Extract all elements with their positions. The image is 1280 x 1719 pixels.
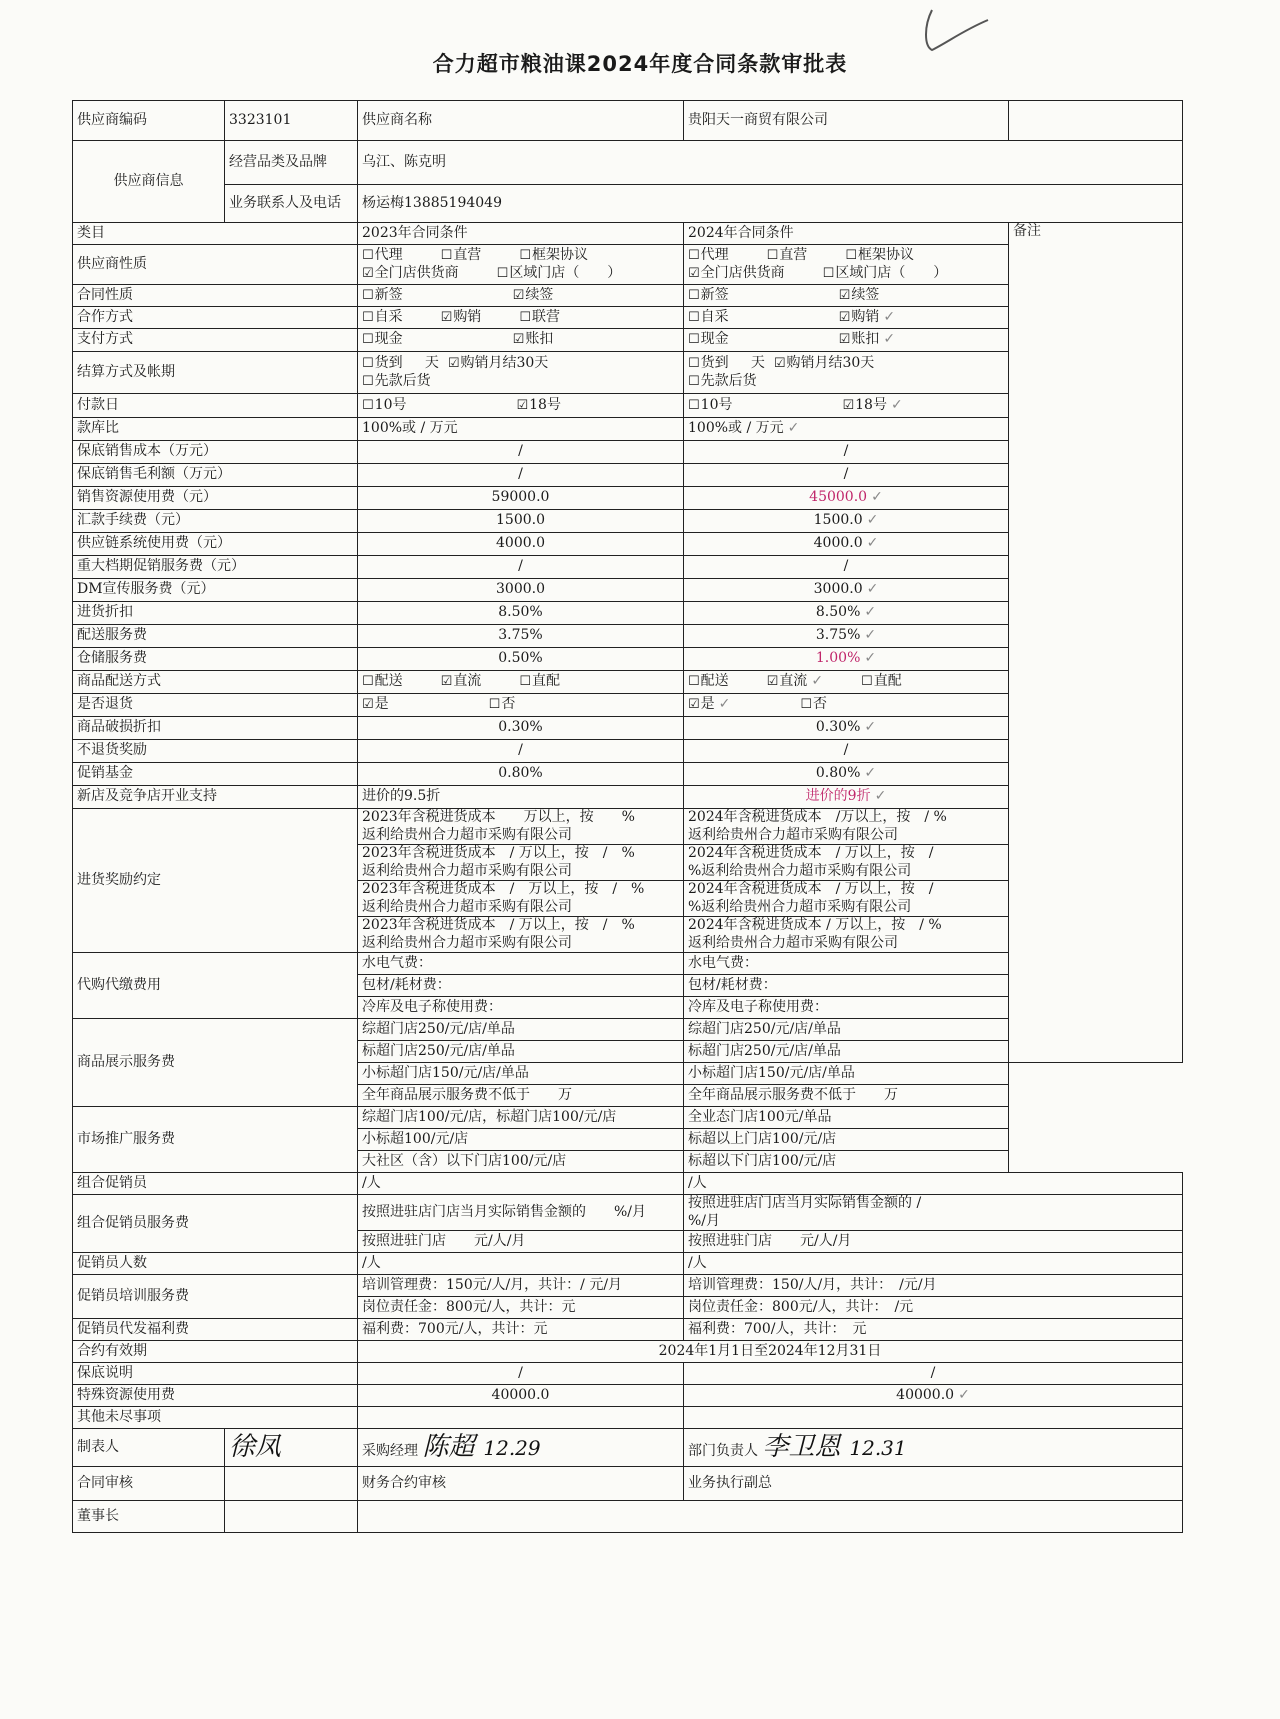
contract-nature-2024: ☐新签 ☑续签: [684, 285, 1009, 307]
combo-promoter-label: 组合促销员: [73, 1173, 358, 1195]
promoter-count-label: 促销员人数: [73, 1253, 358, 1275]
other-label: 其他未尽事项: [73, 1407, 358, 1429]
contract-table: 供应商编码 3323101 供应商名称 贵阳天一商贸有限公司 供应商信息 经营品类及品牌 乌江、陈克明 业务联系人及电话 杨运梅13885194049 类目 2023年合同条件 2024年合同条件 备注 供应商性质 ☐代理 ☐直营 ☐框架协议 ☑全门店供货商 ☐区域门店（ ） ☐代理 ☐直营 ☐框架协议 ☑全门店供货商 ☐区域门店（ ） 合同性质 ☐新签 ☑续签 ☐新签 ☑续签 合作方式 ☐自采 ☑购销 ☐联营 ☐自采 ☑购销 ✓ 支付方式 ☐现金 ☑账扣 ☐现金 ☑账扣 ✓ 结算方式及帐期 ☐货到 天 ☑购销月结30天 ☐先款后货 ☐货到 天 ☑购销月结30天 ☐先款后货 付款日 ☐10号 ☑18号 ☐10号 ☑18号 ✓ 款库比 100%或 / 万元 100%或 / 万元 ✓ 保底销售成本（万元） / / 保底销售毛利额（万元） / / 销售资源使用费（元） 59000.0 45000.0 ✓ 汇款手续费（元） 1500.0 1500.0 ✓ 供应链系统使用费（元） 4000.0 4000.0 ✓ 重大档期促销服务费（元） / / DM宣传服务费（元） 3000.0 3000.0 ✓ 进货折扣 8.50% 8.50% ✓ 配送服务费 3.75% 3.75% ✓ 仓储服务费 0.50% 1.00% ✓ 商品配送方式 ☐配送 ☑直流 ☐直配 ☐配送 ☑直流 ✓ ☐直配 是否退货 ☑是 ☐否 ☑是 ✓ ☐否 商品破损折扣 0.30% 0.30% ✓ 不退货奖励 / / 促销基金 0.80% 0.80% ✓ 新店及竞争店开业支持 进价的9.5折 进价的9折 ✓ 进货奖励约定 2023年含税进货成本 万以上，按 % 返利给贵州合力超市采购有限公司 2024年含税进货成本 /万以上，按 / % 返利给贵州合力超市采购有限公司 2023年含税进货成本 / 万以上，按 / % 返利给贵州合力超市采购有限公司 2024年含税进货成本 / 万以上，按 / %返利给贵州合力超市采购有限公司 2023年含税进货成本 / 万以上，按 / % 返利给贵州合力超市采购有限公司 2024年含税进货成本 / 万以上，按 / %返利给贵州合力超市采购有限公司 2023年含税进货成本 / 万以上，按 / % 返利给贵州合力超市采购有限公司 2024年含税进货成本 / 万以上，按 / % 返利给贵州合力超市采购有限公司 代购代缴费用 水电气费： 水电气费： 包材/耗材费： 包材/耗材费： 冷库及电子称使用费： 冷库及电子称使用费： 商品展示服务费 综超门店250/元/店/单品 综超门店250/元/店/单品 标超门店250/元/店/单品 标超门店250/元/店/单品 小标超门店150/元/店/单品 小标超门店150/元/店/单品 全年商品展示服务费不低于 万 全年商品展示服务费不低于 万 市场推广服务费 综超门店100/元/店，标超门店100/元/店 全业态门店100元/单品 小标超100/元/店 标超以上门店100/元/店 大社区（含）以下门店100/元/店 标超以下门店100/元/店 组合促销员 /人 /人 组合促销员服务费 按照进驻店门店当月实际销售金额的 %/月 按照进驻店门店当月实际销售金额的 / %/月 按照进驻门店 元/人/月 按照进驻门店 元/人/月 促销员人数 /人 /人 促销员培训服务费 培训管理费：150元/人/月，共计：/ 元/月 培训管理费：150/人/月，共计： /元/月 岗位责任金：800元/人，共计：元 岗位责任金：800元/人，共计： /元 促销员代发福利费 福利费：700元/人，共计：元 福利费：700/人，共计： 元 合约有效期 2024年1月1日至2024年12月31日 保底说明 / / 特殊资源使用费 40000.0 40000.0 ✓ 其他未尽事项 制表人 徐凤 采购经理 陈超 12.29 部门负责人 李卫恩 12.31 合同审核 财务合约审核 业务执行副总 董事长: [72, 100, 1183, 1533]
nature-2023: ☐代理 ☐直营 ☐框架协议 ☑全门店供货商 ☐区域门店（ ）: [358, 245, 684, 285]
pay-2024: ☐现金 ☑账扣 ✓: [684, 329, 1009, 352]
settle-2024: ☐货到 天 ☑购销月结30天 ☐先款后货: [684, 352, 1009, 394]
payday-label: 付款日: [73, 394, 358, 418]
supply-chain-fee-label: 供应链系统使用费（元）: [73, 533, 358, 556]
settle-2023: ☐货到 天 ☑购销月结30天 ☐先款后货: [358, 352, 684, 394]
maker-label: 制表人: [73, 1429, 225, 1467]
dm-fee-label: DM宣传服务费（元）: [73, 579, 358, 602]
approval-form: [72, 100, 1182, 1533]
remit-fee-label: 汇款手续费（元）: [73, 510, 358, 533]
ratio-2024: 100%或 / 万元 ✓: [684, 418, 1009, 441]
nature-label: 供应商性质: [73, 245, 358, 285]
coop-label: 合作方式: [73, 307, 358, 329]
biz-vp-label: 业务执行副总: [684, 1467, 1183, 1501]
col-item: 类目: [73, 223, 358, 245]
supplier-code: 3323101: [225, 101, 358, 141]
delivery-mode-label: 商品配送方式: [73, 671, 358, 694]
guarantee-label: 保底说明: [73, 1363, 358, 1385]
market-fee-label: 市场推广服务费: [73, 1107, 358, 1173]
contract-review-label: 合同审核: [73, 1467, 225, 1501]
payday-2024: ☐10号 ☑18号 ✓: [684, 394, 1009, 418]
display-fee-label: 商品展示服务费: [73, 1019, 358, 1107]
col-2023: 2023年合同条件: [358, 223, 684, 245]
maker-signature: 徐凤: [225, 1429, 358, 1467]
chairman-label: 董事长: [73, 1501, 225, 1533]
min-margin-label: 保底销售毛利额（万元）: [73, 464, 358, 487]
contact: 杨运梅13885194049: [358, 185, 1183, 223]
storage-fee-label: 仓储服务费: [73, 648, 358, 671]
validity-label: 合约有效期: [73, 1341, 358, 1363]
reward-2024-1: 2024年含税进货成本 /万以上，按 / % 返利给贵州合力超市采购有限公司: [684, 809, 1009, 845]
returnable-2024: ☑是 ✓ ☐否: [684, 694, 1009, 717]
reward-2023-1: 2023年含税进货成本 万以上，按 % 返利给贵州合力超市采购有限公司: [358, 809, 684, 845]
supplier-info-label: 供应商信息: [73, 141, 225, 223]
page-title: 合力超市粮油课2024年度合同条款审批表: [432, 52, 848, 76]
resource-fee-2023: 59000.0: [358, 487, 684, 510]
contact-label: 业务联系人及电话: [225, 185, 358, 223]
returnable-2023: ☑是 ☐否: [358, 694, 684, 717]
training-fee-label: 促销员培训服务费: [73, 1275, 358, 1319]
dept-signature: 部门负责人 李卫恩 12.31: [684, 1429, 1183, 1467]
supplier-name: 贵阳天一商贸有限公司: [684, 101, 1009, 141]
purchase-discount-label: 进货折扣: [73, 602, 358, 625]
purchase-reward-label: 进货奖励约定: [73, 809, 358, 953]
category-brand: 乌江、陈克明: [358, 141, 1183, 185]
nature-2024: ☐代理 ☐直营 ☐框架协议 ☑全门店供货商 ☐区域门店（ ）: [684, 245, 1009, 285]
contract-nature-label: 合同性质: [73, 285, 358, 307]
pay-label: 支付方式: [73, 329, 358, 352]
returnable-label: 是否退货: [73, 694, 358, 717]
ratio-label: 款库比: [73, 418, 358, 441]
pay-2023: ☐现金 ☑账扣: [358, 329, 684, 352]
delivery-fee-label: 配送服务费: [73, 625, 358, 648]
no-return-bonus-label: 不退货奖励: [73, 740, 358, 763]
contract-nature-2023: ☐新签 ☑续签: [358, 285, 684, 307]
agency-fee-label: 代购代缴费用: [73, 953, 358, 1019]
supplier-code-label: 供应商编码: [73, 101, 225, 141]
validity-value: 2024年1月1日至2024年12月31日: [358, 1341, 1183, 1363]
promo-fund-label: 促销基金: [73, 763, 358, 786]
payday-2023: ☐10号 ☑18号: [358, 394, 684, 418]
resource-fee-2024: 45000.0 ✓: [684, 487, 1009, 510]
settle-label: 结算方式及帐期: [73, 352, 358, 394]
resource-fee-label: 销售资源使用费（元）: [73, 487, 358, 510]
major-promo-fee-label: 重大档期促销服务费（元）: [73, 556, 358, 579]
coop-2023: ☐自采 ☑购销 ☐联营: [358, 307, 684, 329]
col-2024: 2024年合同条件: [684, 223, 1009, 245]
supplier-name-label: 供应商名称: [358, 101, 684, 141]
category-brand-label: 经营品类及品牌: [225, 141, 358, 185]
welfare-fee-label: 促销员代发福利费: [73, 1319, 358, 1341]
buyer-signature: 采购经理 陈超 12.29: [358, 1429, 684, 1467]
finance-review-label: 财务合约审核: [358, 1467, 684, 1501]
damage-discount-label: 商品破损折扣: [73, 717, 358, 740]
ratio-2023: 100%或 / 万元: [358, 418, 684, 441]
delivery-mode-2024: ☐配送 ☑直流 ✓ ☐直配: [684, 671, 1009, 694]
new-store-label: 新店及竞争店开业支持: [73, 786, 358, 809]
supplier-code-row: [73, 101, 1183, 141]
special-fee-label: 特殊资源使用费: [73, 1385, 358, 1407]
delivery-mode-2023: ☐配送 ☑直流 ☐直配: [358, 671, 684, 694]
coop-2024: ☐自采 ☑购销 ✓: [684, 307, 1009, 329]
min-cost-label: 保底销售成本（万元）: [73, 441, 358, 464]
combo-promoter-fee-label: 组合促销员服务费: [73, 1195, 358, 1253]
col-note: 备注: [1009, 223, 1183, 1063]
